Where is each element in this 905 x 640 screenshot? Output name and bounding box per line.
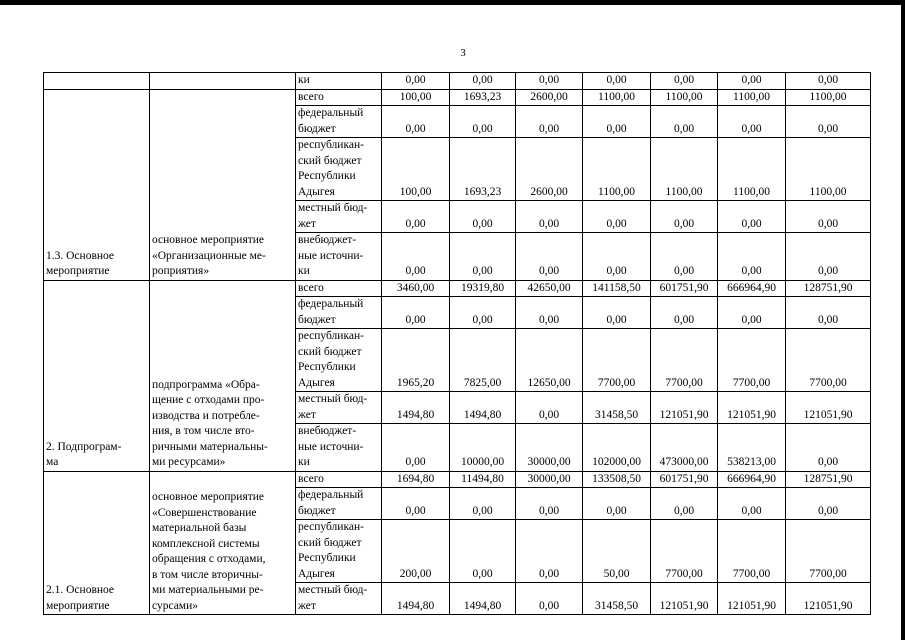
amount-cell: 1100,00 (718, 138, 786, 201)
activity-name-cell: 2. Подпрограм- ма (44, 280, 150, 471)
amount-cell: 601751,90 (651, 280, 718, 297)
amount-cell: 0,00 (382, 488, 450, 520)
activity-name-cell: 1.3. Основное мероприятие (44, 89, 150, 280)
funding-source-cell: внебюджет- ные источни- ки (296, 424, 382, 472)
table-row (44, 471, 871, 488)
amount-cell: 200,00 (382, 520, 450, 583)
amount-cell: 0,00 (718, 106, 786, 138)
amount-cell: 141158,50 (583, 280, 651, 297)
amount-cell: 11494,80 (450, 471, 516, 488)
amount-cell: 1100,00 (651, 89, 718, 106)
amount-cell: 7700,00 (786, 520, 871, 583)
amount-cell: 1100,00 (786, 138, 871, 201)
activity-description-cell (150, 73, 296, 90)
amount-cell: 0,00 (450, 106, 516, 138)
amount-cell: 0,00 (382, 73, 450, 90)
budget-table (43, 72, 871, 615)
amount-cell: 0,00 (718, 233, 786, 281)
page-number: 3 (460, 47, 466, 59)
amount-cell: 0,00 (516, 233, 583, 281)
activity-description-cell: основное мероприятие «Организационные ме- роприятия» (150, 89, 296, 280)
funding-source-cell: местный бюд- жет (296, 201, 382, 233)
funding-source-cell: ки (296, 73, 382, 90)
funding-source-cell: внебюджет- ные источни- ки (296, 233, 382, 281)
amount-cell: 0,00 (382, 201, 450, 233)
amount-cell: 0,00 (786, 106, 871, 138)
amount-cell: 601751,90 (651, 471, 718, 488)
amount-cell: 7700,00 (718, 520, 786, 583)
amount-cell: 1100,00 (786, 89, 871, 106)
amount-cell: 0,00 (382, 297, 450, 329)
amount-cell: 1694,80 (382, 471, 450, 488)
amount-cell: 121051,90 (786, 392, 871, 424)
funding-source-cell: республикан- ский бюджет Республики Адыгея (296, 329, 382, 392)
amount-cell: 538213,00 (718, 424, 786, 472)
amount-cell: 121051,90 (718, 392, 786, 424)
table-row (44, 89, 871, 106)
amount-cell: 666964,90 (718, 471, 786, 488)
funding-source-cell: республикан- ский бюджет Республики Адыгея (296, 520, 382, 583)
funding-source-cell: всего (296, 471, 382, 488)
amount-cell: 100,00 (382, 89, 450, 106)
amount-cell: 128751,90 (786, 280, 871, 297)
amount-cell: 7700,00 (583, 329, 651, 392)
funding-source-cell: местный бюд- жет (296, 583, 382, 615)
amount-cell: 0,00 (516, 297, 583, 329)
activity-description-cell: основное мероприятие «Совершенствование материальной базы комплексной системы обращения с отходами, в том числе вторичны- ми материальными ре- сурсами» (150, 471, 296, 615)
activity-name-cell: 2.1. Основное мероприятие (44, 471, 150, 615)
amount-cell: 0,00 (450, 488, 516, 520)
amount-cell: 1100,00 (718, 89, 786, 106)
amount-cell: 1494,80 (450, 583, 516, 615)
funding-source-cell: федеральный бюджет (296, 106, 382, 138)
amount-cell: 0,00 (583, 201, 651, 233)
activity-name-cell (44, 73, 150, 90)
amount-cell: 0,00 (651, 297, 718, 329)
amount-cell: 31458,50 (583, 583, 651, 615)
amount-cell: 0,00 (718, 488, 786, 520)
amount-cell: 30000,00 (516, 424, 583, 472)
amount-cell: 0,00 (651, 106, 718, 138)
amount-cell: 0,00 (583, 488, 651, 520)
amount-cell: 0,00 (718, 297, 786, 329)
amount-cell: 1494,80 (382, 392, 450, 424)
amount-cell: 121051,90 (718, 583, 786, 615)
amount-cell: 0,00 (786, 488, 871, 520)
funding-source-cell: местный бюд- жет (296, 392, 382, 424)
amount-cell: 30000,00 (516, 471, 583, 488)
amount-cell: 7700,00 (718, 329, 786, 392)
amount-cell: 12650,00 (516, 329, 583, 392)
funding-source-cell: республикан- ский бюджет Республики Адыгея (296, 138, 382, 201)
amount-cell: 1693,23 (450, 89, 516, 106)
amount-cell: 50,00 (583, 520, 651, 583)
amount-cell: 1965,20 (382, 329, 450, 392)
amount-cell: 7700,00 (651, 520, 718, 583)
amount-cell: 0,00 (450, 297, 516, 329)
amount-cell: 1494,80 (382, 583, 450, 615)
amount-cell: 42650,00 (516, 280, 583, 297)
amount-cell: 0,00 (786, 297, 871, 329)
amount-cell: 3460,00 (382, 280, 450, 297)
amount-cell: 0,00 (516, 488, 583, 520)
amount-cell: 0,00 (382, 233, 450, 281)
amount-cell: 128751,90 (786, 471, 871, 488)
amount-cell: 0,00 (651, 488, 718, 520)
amount-cell: 0,00 (516, 583, 583, 615)
amount-cell: 7700,00 (651, 329, 718, 392)
budget-table-body (44, 73, 871, 615)
amount-cell: 1100,00 (583, 138, 651, 201)
amount-cell: 473000,00 (651, 424, 718, 472)
amount-cell: 0,00 (516, 201, 583, 233)
amount-cell: 121051,90 (786, 583, 871, 615)
scan-border-top (0, 0, 905, 5)
funding-source-cell: федеральный бюджет (296, 297, 382, 329)
amount-cell: 0,00 (718, 73, 786, 90)
amount-cell: 0,00 (786, 424, 871, 472)
amount-cell: 0,00 (651, 201, 718, 233)
amount-cell: 31458,50 (583, 392, 651, 424)
amount-cell: 1100,00 (583, 89, 651, 106)
amount-cell: 0,00 (516, 73, 583, 90)
amount-cell: 100,00 (382, 138, 450, 201)
amount-cell: 102000,00 (583, 424, 651, 472)
amount-cell: 0,00 (786, 201, 871, 233)
amount-cell: 0,00 (382, 424, 450, 472)
amount-cell: 0,00 (450, 520, 516, 583)
amount-cell: 7700,00 (786, 329, 871, 392)
amount-cell: 1494,80 (450, 392, 516, 424)
amount-cell: 0,00 (786, 233, 871, 281)
amount-cell: 1693,23 (450, 138, 516, 201)
amount-cell: 0,00 (382, 106, 450, 138)
amount-cell: 0,00 (450, 201, 516, 233)
amount-cell: 0,00 (718, 201, 786, 233)
table-row (44, 280, 871, 297)
amount-cell: 666964,90 (718, 280, 786, 297)
amount-cell: 0,00 (450, 233, 516, 281)
activity-description-cell: подпрограмма «Обра- щение с отходами про- изводства и потребле- ния, в том числе вто- ричными материальны- ми ресурсами» (150, 280, 296, 471)
amount-cell: 0,00 (583, 106, 651, 138)
amount-cell: 0,00 (786, 73, 871, 90)
amount-cell: 1100,00 (651, 138, 718, 201)
amount-cell: 2600,00 (516, 138, 583, 201)
amount-cell: 0,00 (651, 233, 718, 281)
amount-cell: 0,00 (651, 73, 718, 90)
amount-cell: 19319,80 (450, 280, 516, 297)
funding-source-cell: федеральный бюджет (296, 488, 382, 520)
amount-cell: 2600,00 (516, 89, 583, 106)
amount-cell: 0,00 (516, 520, 583, 583)
amount-cell: 133508,50 (583, 471, 651, 488)
funding-source-cell: всего (296, 280, 382, 297)
amount-cell: 10000,00 (450, 424, 516, 472)
amount-cell: 0,00 (516, 392, 583, 424)
amount-cell: 0,00 (583, 73, 651, 90)
amount-cell: 0,00 (516, 106, 583, 138)
amount-cell: 0,00 (583, 233, 651, 281)
amount-cell: 121051,90 (651, 583, 718, 615)
amount-cell: 121051,90 (651, 392, 718, 424)
table-row (44, 73, 871, 90)
funding-source-cell: всего (296, 89, 382, 106)
amount-cell: 0,00 (583, 297, 651, 329)
amount-cell: 7825,00 (450, 329, 516, 392)
amount-cell: 0,00 (450, 73, 516, 90)
scan-border-right (901, 0, 905, 640)
